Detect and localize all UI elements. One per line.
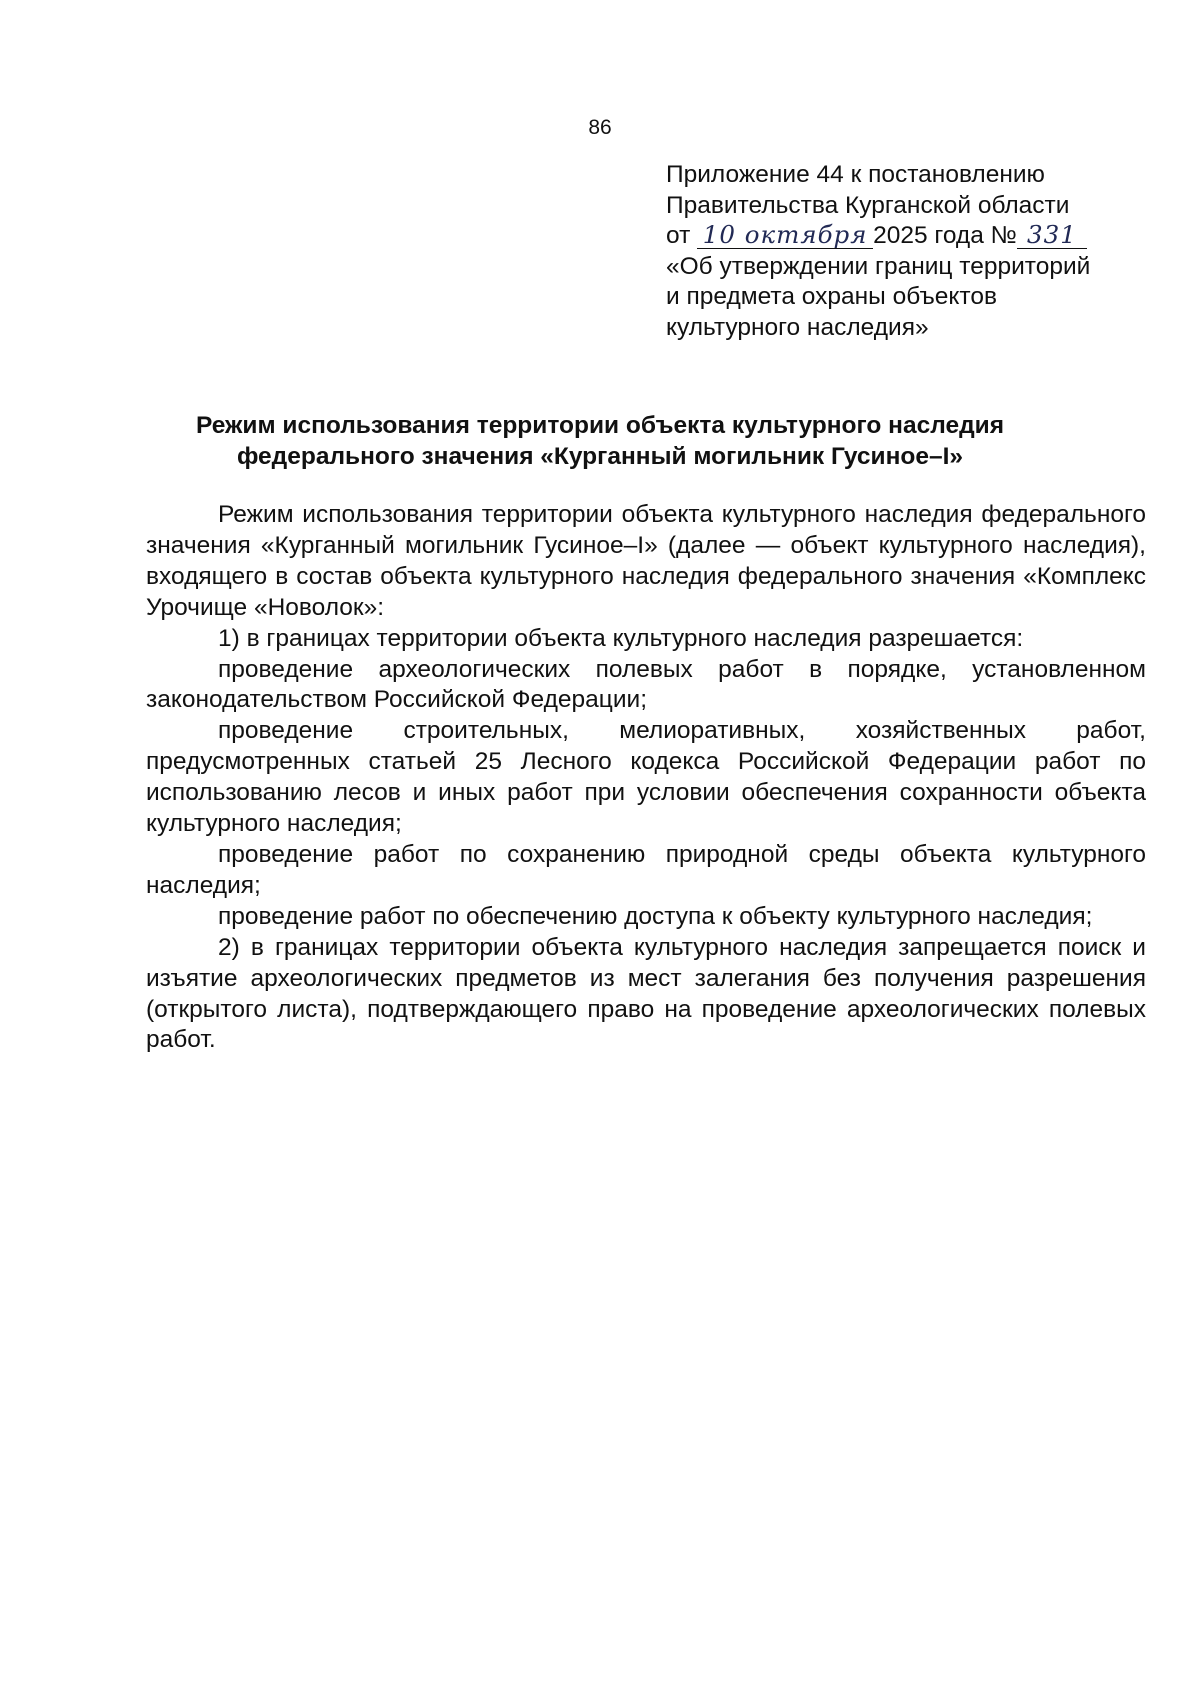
body-paragraph: 2) в границах территории объекта культурного наследия запрещается поиск и изъятие археологических предметов из мест залегания без получения разрешения (открытого листа), подтверждающего право на проведение археологических полевых работ. — [146, 933, 1146, 1054]
body-paragraph: 1) в границах территории объекта культурного наследия разрешается: — [218, 624, 1024, 652]
appendix-header — [666, 160, 1166, 344]
page-number: 86 — [588, 116, 612, 139]
appendix-line-2: Правительства Курганской области — [666, 191, 1070, 219]
appendix-from-label: от — [666, 222, 691, 250]
document-body — [146, 500, 1146, 1056]
handwritten-date: 10 октября — [697, 222, 873, 249]
handwritten-number: 331 — [1017, 222, 1087, 249]
appendix-line-5: и предмета охраны объектов — [666, 283, 997, 311]
body-paragraph: проведение археологических полевых работ в порядке, установленном законодательством Российской Федерации; — [146, 655, 1146, 714]
document-title — [120, 410, 1080, 472]
body-paragraph: проведение строительных, мелиоративных, хозяйственных работ, предусмотренных статьей 25 Лесного кодекса Российской Федерации работ по использованию лесов и иных работ при условии обеспечения сохранности объекта культурного наследия; — [146, 717, 1146, 838]
appendix-year-label: 2025 года № — [873, 222, 1017, 250]
title-line-2: федерального значения «Курганный могильник Гусиное–I» — [236, 443, 964, 470]
body-paragraph: проведение работ по сохранению природной среды объекта культурного наследия; — [146, 840, 1146, 899]
title-line-1: Режим использования территории объекта культурного наследия — [196, 412, 1004, 439]
body-paragraph: Режим использования территории объекта культурного наследия федерального значения «Курганный могильник Гусиное–I» (далее — объект культурного наследия), входящего в состав объекта культурного наследия федерального значения «Комплекс Урочище «Новолок»: — [146, 501, 1146, 621]
appendix-line-1: Приложение 44 к постановлению — [666, 161, 1045, 188]
appendix-line-3 — [666, 221, 1166, 252]
appendix-line-6: культурного наследия» — [666, 313, 929, 341]
body-paragraph: проведение работ по обеспечению доступа к объекту культурного наследия; — [218, 902, 1093, 930]
appendix-line-4: «Об утверждении границ территорий — [666, 252, 1091, 280]
